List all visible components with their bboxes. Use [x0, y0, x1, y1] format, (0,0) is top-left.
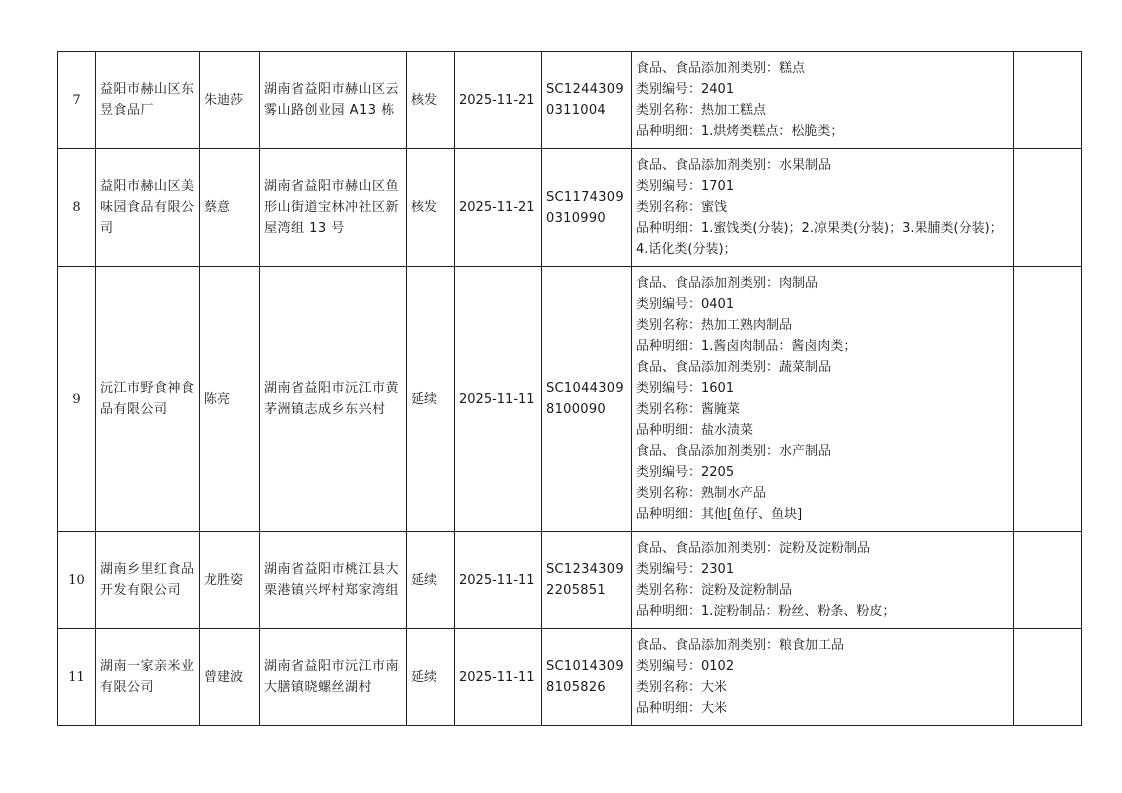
- issue-date: 2025-11-11: [455, 532, 542, 629]
- issue-type: 延续: [407, 532, 455, 629]
- detail-line: 食品、食品添加剂类别：水产制品: [636, 444, 832, 459]
- table-row: [58, 149, 1082, 267]
- legal-person: 朱迪莎: [200, 52, 260, 149]
- detail-line: 品种明细：1.淀粉制品：粉丝、粉条、粉皮；: [636, 604, 896, 619]
- detail-line: 类别编号：1601: [636, 381, 735, 396]
- detail-line: 类别编号：0102: [636, 659, 735, 674]
- detail-line: 品种明细：其他[鱼仔、鱼块]: [636, 507, 803, 522]
- production-address: 湖南省益阳市赫山区鱼形山街道宝林冲社区新屋湾组 13 号: [260, 149, 407, 267]
- detail-line: 品种明细：1.烘烤类糕点：松脆类；: [636, 124, 844, 139]
- production-address: 湖南省益阳市沅江市黄茅洲镇志成乡东兴村: [260, 267, 407, 532]
- issue-date: 2025-11-11: [455, 629, 542, 726]
- remarks-cell: [1014, 149, 1082, 267]
- detail-line: 类别名称：大米: [636, 680, 728, 695]
- detail-line: 食品、食品添加剂类别：淀粉及淀粉制品: [636, 541, 871, 556]
- license-number: SC12443090311004: [542, 52, 632, 149]
- production-address: 湖南省益阳市赫山区云雾山路创业园 A13 栋: [260, 52, 407, 149]
- row-number: 8: [58, 149, 96, 267]
- issue-type: 延续: [407, 629, 455, 726]
- detail-line: 类别编号：1701: [636, 179, 735, 194]
- detail-line: 类别名称：酱腌菜: [636, 402, 741, 417]
- detail-line: 类别编号：2401: [636, 82, 735, 97]
- remarks-cell: [1014, 267, 1082, 532]
- row-number: 10: [58, 532, 96, 629]
- production-address: 湖南省益阳市沅江市南大膳镇晓螺丝湖村: [260, 629, 407, 726]
- table-body: [58, 52, 1082, 726]
- food-category-details: [632, 149, 1014, 267]
- company-name: 益阳市赫山区东昱食品厂: [96, 52, 200, 149]
- detail-line: 类别名称：淀粉及淀粉制品: [636, 583, 793, 598]
- detail-line: 食品、食品添加剂类别：肉制品: [636, 276, 819, 291]
- remarks-cell: [1014, 52, 1082, 149]
- remarks-cell: [1014, 532, 1082, 629]
- detail-line: 类别名称：蜜饯: [636, 200, 728, 215]
- row-number: 11: [58, 629, 96, 726]
- detail-line: 食品、食品添加剂类别：蔬菜制品: [636, 360, 832, 375]
- food-category-details: [632, 532, 1014, 629]
- detail-line: 品种明细：1.酱卤肉制品：酱卤肉类；: [636, 339, 857, 354]
- license-number: SC12343092205851: [542, 532, 632, 629]
- license-number: SC10143098105826: [542, 629, 632, 726]
- issue-type: 核发: [407, 52, 455, 149]
- legal-person: 曾建波: [200, 629, 260, 726]
- legal-person: 蔡意: [200, 149, 260, 267]
- issue-date: 2025-11-21: [455, 149, 542, 267]
- production-address: 湖南省益阳市桃江县大栗港镇兴坪村郑家湾组: [260, 532, 407, 629]
- detail-line: 类别编号：2301: [636, 562, 735, 577]
- food-category-details: [632, 52, 1014, 149]
- detail-line: 类别编号：0401: [636, 297, 735, 312]
- food-category-details: [632, 267, 1014, 532]
- company-name: 益阳市赫山区美味园食品有限公司: [96, 149, 200, 267]
- detail-line: 食品、食品添加剂类别：糕点: [636, 61, 806, 76]
- detail-line: 品种明细：1.蜜饯类(分装)；2.凉果类(分装)；3.果脯类(分装)；: [636, 221, 1003, 236]
- issue-type: 核发: [407, 149, 455, 267]
- table-row: [58, 267, 1082, 532]
- detail-line: 类别名称：熟制水产品: [636, 486, 767, 501]
- detail-line: 食品、食品添加剂类别：水果制品: [636, 158, 832, 173]
- detail-line: 类别编号：2205: [636, 465, 735, 480]
- remarks-cell: [1014, 629, 1082, 726]
- table-row: [58, 629, 1082, 726]
- table-row: [58, 52, 1082, 149]
- issue-type: 延续: [407, 267, 455, 532]
- license-number: SC10443098100090: [542, 267, 632, 532]
- detail-line: 食品、食品添加剂类别：粮食加工品: [636, 638, 845, 653]
- food-category-details: [632, 629, 1014, 726]
- issue-date: 2025-11-11: [455, 267, 542, 532]
- detail-line: 品种明细：盐水渍菜: [636, 423, 754, 438]
- company-name: 湖南乡里红食品开发有限公司: [96, 532, 200, 629]
- license-table: [57, 51, 1082, 726]
- detail-line: 类别名称：热加工熟肉制品: [636, 318, 793, 333]
- legal-person: 陈亮: [200, 267, 260, 532]
- detail-line: 4.话化类(分装)；: [636, 242, 737, 257]
- company-name: 湖南一家亲米业有限公司: [96, 629, 200, 726]
- detail-line: 品种明细：大米: [636, 701, 728, 716]
- row-number: 7: [58, 52, 96, 149]
- detail-line: 类别名称：热加工糕点: [636, 103, 767, 118]
- company-name: 沅江市野食神食品有限公司: [96, 267, 200, 532]
- row-number: 9: [58, 267, 96, 532]
- issue-date: 2025-11-21: [455, 52, 542, 149]
- license-number: SC11743090310990: [542, 149, 632, 267]
- table-row: [58, 532, 1082, 629]
- legal-person: 龙胜姿: [200, 532, 260, 629]
